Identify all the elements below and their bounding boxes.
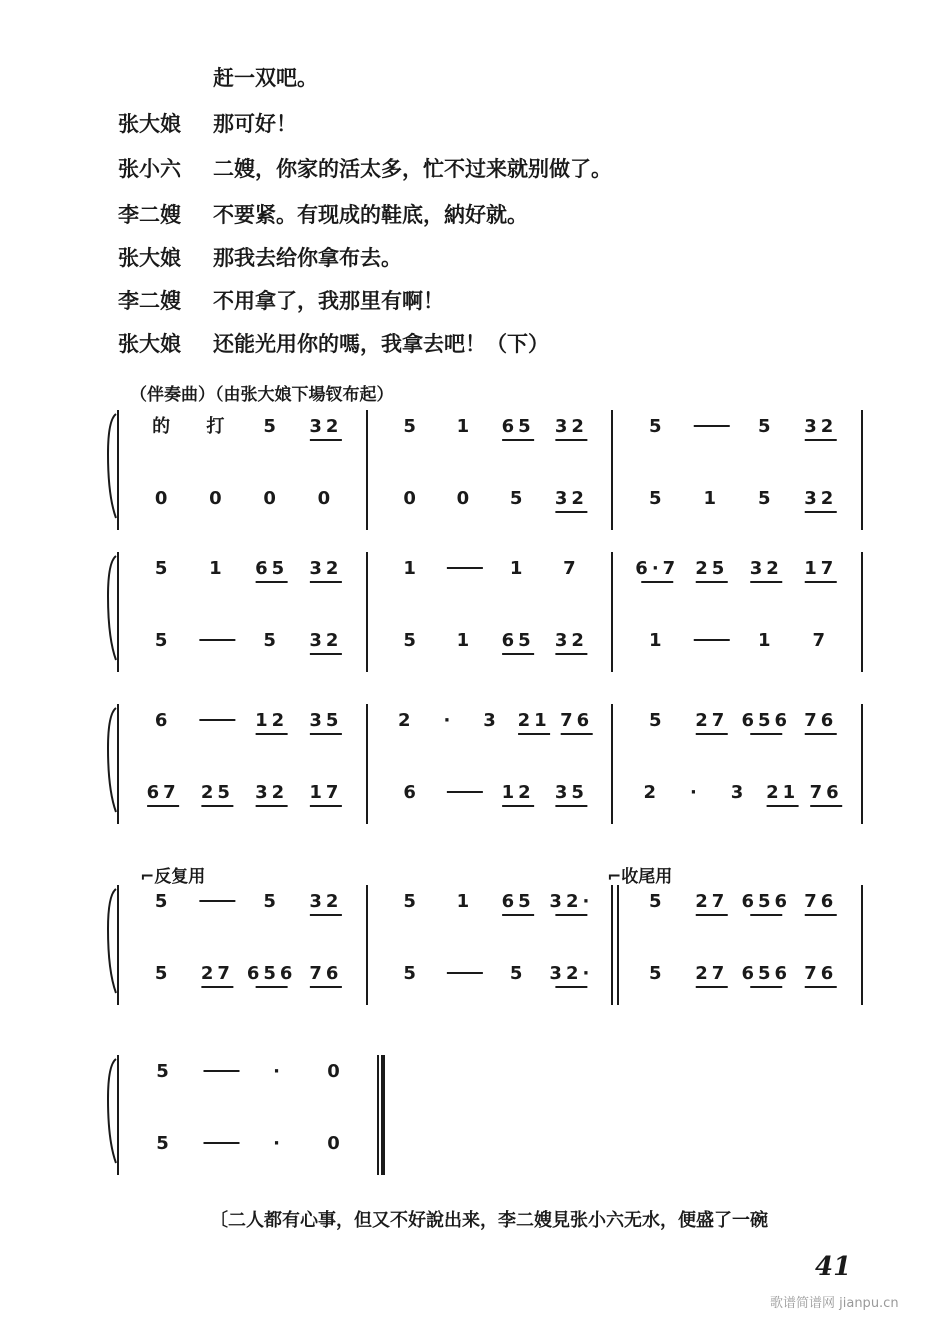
note-group: 76 bbox=[804, 963, 838, 984]
note-group: 12 bbox=[255, 710, 289, 731]
note-group: 1 bbox=[703, 488, 721, 509]
note-group: 76 bbox=[309, 963, 343, 984]
speaker: 李二嫂 bbox=[118, 203, 181, 227]
line-text: 二嫂，你家的活太多，忙不过来就别做了。 bbox=[213, 157, 612, 181]
note-group: 1 bbox=[209, 558, 226, 579]
note-group: 5 bbox=[648, 488, 666, 509]
note-group: 32· bbox=[549, 963, 594, 984]
score-caption: （伴奏曲）（由张大娘下場钗布起） bbox=[130, 385, 394, 405]
stage-direction: 〔二人都有心事，但又不好說出来，李二嫂見张小六无水，便盛了一碗 bbox=[210, 1210, 768, 1231]
line-text: 那可好！ bbox=[213, 112, 297, 136]
note-group: 656 bbox=[741, 710, 792, 731]
note-group: 5 bbox=[509, 488, 527, 509]
note-group: 25 bbox=[200, 782, 234, 803]
page-number: 41 bbox=[815, 1252, 852, 1282]
note-group: 打 bbox=[206, 416, 229, 437]
system-brace bbox=[108, 1059, 116, 1163]
note-group: 的 bbox=[152, 416, 175, 437]
note-group: 2 bbox=[398, 710, 415, 731]
note-group: 1 bbox=[509, 558, 527, 579]
note-group: 5 bbox=[154, 963, 172, 984]
note-group: 32 bbox=[554, 416, 588, 437]
note-group: 5 bbox=[403, 416, 420, 437]
note-group: 6·7 bbox=[635, 558, 680, 579]
note-group: 25 bbox=[695, 558, 729, 579]
note-group: 76 bbox=[560, 710, 594, 731]
note-group: 76 bbox=[804, 891, 838, 912]
note-group: 7 bbox=[812, 630, 830, 651]
note-group: 0 bbox=[154, 488, 172, 509]
note-group: 5 bbox=[648, 891, 666, 912]
ending-label: ⌐收尾用 bbox=[607, 867, 673, 887]
note-group: 76 bbox=[804, 710, 838, 731]
line-text: 那我去给你拿布去。 bbox=[213, 246, 402, 270]
note-group: 35 bbox=[554, 782, 588, 803]
note-group: 0 bbox=[456, 488, 474, 509]
note-group: 32 bbox=[255, 782, 289, 803]
note-group: 5 bbox=[757, 488, 775, 509]
note-group: 32 bbox=[309, 416, 343, 437]
note-group: 5 bbox=[156, 1061, 173, 1082]
note-group: 17 bbox=[309, 782, 343, 803]
note-group: 0 bbox=[209, 488, 226, 509]
note-group: 5 bbox=[154, 891, 172, 912]
watermark: 歌谱简谱网 jianpu.cn bbox=[770, 1296, 899, 1311]
note-group: 67 bbox=[146, 782, 180, 803]
note-group: 656 bbox=[246, 963, 297, 984]
note-group: 0 bbox=[403, 488, 420, 509]
line-text: 不要紧。有现成的鞋底，納好就。 bbox=[213, 203, 528, 227]
note-group: 32 bbox=[749, 558, 783, 579]
note-group: 32 bbox=[554, 488, 588, 509]
note-group: 65 bbox=[501, 891, 535, 912]
speaker: 李二嫂 bbox=[118, 289, 181, 313]
note-group: 0 bbox=[327, 1061, 344, 1082]
note-group: 65 bbox=[255, 558, 289, 579]
note-group: 5 bbox=[154, 558, 172, 579]
note-group: 3 bbox=[483, 710, 500, 731]
note-group: 76 bbox=[809, 782, 843, 803]
note-group: 32 bbox=[309, 891, 343, 912]
note-group: 0 bbox=[327, 1133, 344, 1154]
note-group: 6 bbox=[403, 782, 420, 803]
note-group: 656 bbox=[741, 963, 792, 984]
note-group: 656 bbox=[741, 891, 792, 912]
line-text: 还能光用你的嗎，我拿去吧！（下） bbox=[213, 332, 549, 356]
note-group: · bbox=[273, 1061, 284, 1082]
note-group: 5 bbox=[263, 630, 280, 651]
note-group: 27 bbox=[695, 710, 729, 731]
repeat-label: ⌐反复用 bbox=[140, 867, 206, 887]
system-brace bbox=[108, 556, 116, 660]
note-group: 5 bbox=[263, 891, 280, 912]
line-text: 不用拿了，我那里有啊！ bbox=[213, 289, 444, 313]
system-brace bbox=[108, 708, 116, 812]
speaker: 张大娘 bbox=[118, 246, 181, 270]
note-group: 5 bbox=[154, 630, 172, 651]
note-group: 2 bbox=[643, 782, 661, 803]
note-group: 0 bbox=[263, 488, 280, 509]
note-group: 5 bbox=[403, 891, 420, 912]
note-group: · bbox=[689, 782, 701, 803]
note-group: 6 bbox=[154, 710, 172, 731]
note-group: 17 bbox=[804, 558, 838, 579]
note-group: · bbox=[273, 1133, 284, 1154]
note-group: 32 bbox=[804, 488, 838, 509]
note-group: 5 bbox=[648, 416, 666, 437]
note-group: 32 bbox=[309, 558, 343, 579]
note-group: 5 bbox=[757, 416, 775, 437]
note-group: 32 bbox=[554, 630, 588, 651]
note-group: 65 bbox=[501, 416, 535, 437]
note-group: 32 bbox=[804, 416, 838, 437]
dialogue-continuation: 赶一双吧。 bbox=[213, 66, 318, 90]
note-group: 5 bbox=[403, 630, 420, 651]
note-group: 1 bbox=[757, 630, 775, 651]
note-group: 5 bbox=[648, 963, 666, 984]
note-group: 5 bbox=[648, 710, 666, 731]
note-group: 1 bbox=[403, 558, 420, 579]
note-group: 21 bbox=[766, 782, 800, 803]
note-group: 27 bbox=[695, 963, 729, 984]
note-group: 32· bbox=[549, 891, 594, 912]
system-brace bbox=[108, 414, 116, 518]
note-group: · bbox=[443, 710, 455, 731]
note-group: 12 bbox=[501, 782, 535, 803]
note-group: 65 bbox=[501, 630, 535, 651]
system-brace bbox=[108, 889, 116, 993]
speaker: 张大娘 bbox=[118, 112, 181, 136]
note-group: 1 bbox=[456, 630, 474, 651]
note-group: 1 bbox=[648, 630, 666, 651]
note-group: 27 bbox=[695, 891, 729, 912]
note-group: 0 bbox=[317, 488, 335, 509]
note-group: 7 bbox=[563, 558, 580, 579]
note-group: 3 bbox=[730, 782, 748, 803]
note-group: 5 bbox=[403, 963, 420, 984]
speaker: 张大娘 bbox=[118, 332, 181, 356]
note-group: 5 bbox=[156, 1133, 173, 1154]
note-group: 27 bbox=[200, 963, 234, 984]
note-group: 21 bbox=[517, 710, 551, 731]
note-group: 5 bbox=[509, 963, 527, 984]
note-group: 1 bbox=[456, 416, 474, 437]
speaker: 张小六 bbox=[118, 157, 181, 181]
note-group: 5 bbox=[263, 416, 280, 437]
note-group: 35 bbox=[309, 710, 343, 731]
note-group: 32 bbox=[309, 630, 343, 651]
note-group: 1 bbox=[456, 891, 474, 912]
